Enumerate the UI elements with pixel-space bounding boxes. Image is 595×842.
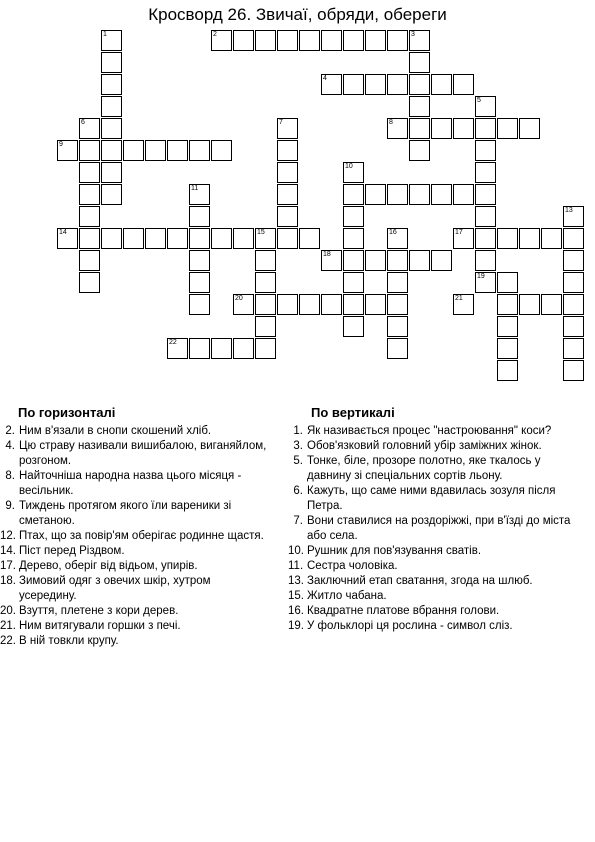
clue-item-text: Рушник для пов'язування сватів. [307, 545, 482, 557]
grid-cell[interactable] [497, 228, 518, 249]
grid-cell[interactable] [211, 228, 232, 249]
clue-item-number: 8. [5, 470, 15, 482]
grid-cell[interactable] [255, 250, 276, 271]
grid-cell[interactable] [277, 206, 298, 227]
clue-number: 1 [103, 31, 107, 38]
grid-cell[interactable] [497, 118, 518, 139]
clue-number: 22 [169, 339, 177, 346]
clue-item-number: 14. [0, 545, 16, 557]
clue-item-text: В ній товкли крупу. [19, 635, 119, 647]
clue-item-text: Квадратне платове вбрання голови. [307, 605, 500, 617]
grid-cell[interactable] [475, 96, 496, 117]
grid-cell[interactable] [101, 184, 122, 205]
grid-cell[interactable] [365, 294, 386, 315]
clue-number: 13 [565, 207, 573, 214]
clue-number: 5 [477, 97, 481, 104]
grid-cell[interactable] [343, 206, 364, 227]
clue-item-number: 4. [5, 440, 15, 452]
grid-cell[interactable] [365, 250, 386, 271]
grid-cell[interactable] [211, 140, 232, 161]
grid-cell[interactable] [79, 184, 100, 205]
grid-cell[interactable] [387, 118, 408, 139]
clue-item [0, 634, 270, 649]
grid-cell[interactable] [497, 338, 518, 359]
clue-item-text: Житло чабана. [307, 590, 387, 602]
clue-number: 19 [477, 273, 485, 280]
clue-item [288, 559, 573, 574]
grid-cell[interactable] [365, 74, 386, 95]
grid-cell[interactable] [343, 294, 364, 315]
grid-cell[interactable] [387, 272, 408, 293]
grid-cell[interactable] [343, 228, 364, 249]
clue-item-number: 9. [5, 500, 15, 512]
grid-cell[interactable] [343, 184, 364, 205]
clue-item-text: Ним витягували горшки з печі. [19, 620, 181, 632]
grid-cell[interactable] [255, 294, 276, 315]
clue-item [0, 574, 270, 604]
clue-item-number: 3. [293, 440, 303, 452]
grid-cell[interactable] [343, 250, 364, 271]
clue-item [288, 619, 573, 634]
grid-cell[interactable] [431, 118, 452, 139]
grid-cell[interactable] [79, 250, 100, 271]
grid-cell[interactable] [255, 272, 276, 293]
grid-cell[interactable] [79, 206, 100, 227]
clue-item-number: 10. [288, 545, 304, 557]
grid-cell[interactable] [255, 316, 276, 337]
grid-cell[interactable] [387, 74, 408, 95]
clue-item-text: Кажуть, що саме ними вдавилась зозуля після Петра. [307, 485, 556, 512]
grid-cell[interactable] [189, 140, 210, 161]
grid-cell[interactable] [387, 30, 408, 51]
grid-cell[interactable] [409, 52, 430, 73]
clue-item-number: 15. [288, 590, 304, 602]
grid-cell[interactable] [409, 118, 430, 139]
grid-cell[interactable] [255, 228, 276, 249]
clue-item [288, 454, 573, 484]
grid-cell[interactable] [475, 184, 496, 205]
down-clue-list [288, 424, 573, 634]
clue-item-number: 21. [0, 620, 16, 632]
grid-cell[interactable] [277, 294, 298, 315]
grid-cell[interactable] [563, 338, 584, 359]
grid-cell[interactable] [189, 338, 210, 359]
grid-cell[interactable] [233, 338, 254, 359]
grid-cell[interactable] [167, 228, 188, 249]
grid-cell[interactable] [453, 228, 474, 249]
clue-item [288, 589, 573, 604]
grid-cell[interactable] [79, 140, 100, 161]
grid-cell[interactable] [277, 118, 298, 139]
clue-item-text: Тиждень протягом якого їли вареники зі сметаною. [19, 500, 232, 527]
clue-item-text: Піст перед Різдвом. [19, 545, 125, 557]
clue-item-number: 22. [0, 635, 16, 647]
clue-item [0, 559, 270, 574]
clue-number: 14 [59, 229, 67, 236]
grid-cell[interactable] [409, 74, 430, 95]
grid-cell[interactable] [101, 140, 122, 161]
grid-cell[interactable] [475, 250, 496, 271]
grid-cell[interactable] [453, 118, 474, 139]
clue-number: 16 [389, 229, 397, 236]
grid-cell[interactable] [387, 250, 408, 271]
clue-item-number: 6. [293, 485, 303, 497]
grid-cell[interactable] [233, 30, 254, 51]
clue-item [0, 469, 270, 499]
grid-cell[interactable] [365, 30, 386, 51]
clue-item-text: Тонке, біле, прозоре полотно, яке ткалось у давнину зі спеціальних сортів льону. [307, 455, 541, 482]
clue-item-text: Сестра чоловіка. [307, 560, 398, 572]
grid-cell[interactable] [167, 140, 188, 161]
grid-cell[interactable] [343, 272, 364, 293]
grid-cell[interactable] [101, 52, 122, 73]
grid-cell[interactable] [343, 74, 364, 95]
grid-cell[interactable] [431, 184, 452, 205]
grid-cell[interactable] [475, 228, 496, 249]
grid-cell[interactable] [409, 96, 430, 117]
clue-number: 20 [235, 295, 243, 302]
grid-cell[interactable] [431, 250, 452, 271]
clue-item-number: 1. [293, 425, 303, 437]
grid-cell[interactable] [519, 294, 540, 315]
grid-cell[interactable] [563, 272, 584, 293]
grid-cell[interactable] [497, 294, 518, 315]
grid-cell[interactable] [563, 294, 584, 315]
grid-cell[interactable] [475, 206, 496, 227]
clue-number: 9 [59, 141, 63, 148]
grid-cell[interactable] [101, 74, 122, 95]
grid-cell[interactable] [343, 162, 364, 183]
clue-item-number: 11. [288, 560, 304, 572]
grid-cell[interactable] [409, 30, 430, 51]
grid-cell[interactable] [321, 74, 342, 95]
clue-number: 3 [411, 31, 415, 38]
grid-cell[interactable] [409, 140, 430, 161]
clue-item [0, 619, 270, 634]
down-heading: По вертикалі [311, 405, 395, 420]
grid-cell[interactable] [387, 316, 408, 337]
clue-item-text: Вони ставилися на роздоріжжі, при в'їзді до міста або села. [307, 515, 571, 542]
clue-item-text: Дерево, оберіг від відьом, упирів. [19, 560, 198, 572]
grid-cell[interactable] [475, 272, 496, 293]
clue-number: 21 [455, 295, 463, 302]
grid-cell[interactable] [277, 30, 298, 51]
clue-item-number: 16. [288, 605, 304, 617]
clue-item [0, 544, 270, 559]
clue-item [288, 484, 573, 514]
clue-item-number: 7. [293, 515, 303, 527]
grid-cell[interactable] [277, 140, 298, 161]
grid-cell[interactable] [343, 316, 364, 337]
clue-item-text: Цю страву називали вишибалою, виганяйлом, розгоном. [19, 440, 267, 467]
grid-cell[interactable] [277, 228, 298, 249]
grid-cell[interactable] [563, 360, 584, 381]
grid-cell[interactable] [189, 272, 210, 293]
grid-cell[interactable] [211, 338, 232, 359]
clue-item-number: 17. [0, 560, 16, 572]
clue-item [0, 439, 270, 469]
grid-cell[interactable] [563, 206, 584, 227]
grid-cell[interactable] [387, 228, 408, 249]
grid-cell[interactable] [79, 228, 100, 249]
clue-item [288, 439, 573, 454]
clue-item [288, 424, 573, 439]
grid-cell[interactable] [541, 228, 562, 249]
grid-cell[interactable] [255, 30, 276, 51]
grid-cell[interactable] [145, 228, 166, 249]
clue-item-text: Птах, що за повір'ям оберігає родинне щастя. [19, 530, 264, 542]
clue-item [288, 514, 573, 544]
grid-cell[interactable] [497, 316, 518, 337]
grid-cell[interactable] [453, 294, 474, 315]
clue-item-text: У фольклорі ця рослина - символ сліз. [307, 620, 513, 632]
across-clue-list [0, 424, 270, 649]
clue-item-number: 12. [0, 530, 16, 542]
grid-cell[interactable] [233, 228, 254, 249]
grid-cell[interactable] [321, 250, 342, 271]
clue-item [288, 574, 573, 589]
page-title: Кросворд 26. Звичаї, обряди, обереги [148, 5, 447, 24]
clue-item-number: 2. [5, 425, 15, 437]
clue-item-text: Ним в'язали в снопи скошений хліб. [19, 425, 212, 437]
grid-cell[interactable] [79, 162, 100, 183]
grid-cell[interactable] [299, 294, 320, 315]
clue-number: 10 [345, 163, 353, 170]
clue-item-text: Обов'язковий головний убір заміжних жінок. [307, 440, 542, 452]
grid-cell[interactable] [57, 228, 78, 249]
clue-item [288, 544, 573, 559]
clue-item-text: Зимовий одяг з овечих шкір, хутром усередину. [19, 575, 211, 602]
grid-cell[interactable] [167, 338, 188, 359]
clue-item-number: 5. [293, 455, 303, 467]
grid-cell[interactable] [299, 228, 320, 249]
clue-item-text: Як називається процес "настроювання" коси? [307, 425, 552, 437]
grid-cell[interactable] [541, 294, 562, 315]
grid-cell[interactable] [277, 184, 298, 205]
clue-item-text: Найточніша народна назва цього місяця - весільник. [19, 470, 242, 497]
grid-cell[interactable] [409, 250, 430, 271]
grid-cell[interactable] [79, 272, 100, 293]
grid-cell[interactable] [79, 118, 100, 139]
grid-cell[interactable] [189, 250, 210, 271]
grid-cell[interactable] [299, 30, 320, 51]
clue-number: 6 [81, 119, 85, 126]
grid-cell[interactable] [101, 118, 122, 139]
clue-number: 15 [257, 229, 265, 236]
grid-cell[interactable] [123, 228, 144, 249]
across-heading: По горизонталі [18, 405, 116, 420]
grid-cell[interactable] [387, 294, 408, 315]
crossword-grid [0, 0, 595, 400]
grid-cell[interactable] [387, 184, 408, 205]
grid-cell[interactable] [563, 316, 584, 337]
grid-cell[interactable] [211, 30, 232, 51]
grid-cell[interactable] [321, 30, 342, 51]
grid-cell[interactable] [475, 162, 496, 183]
grid-cell[interactable] [453, 74, 474, 95]
clue-item-number: 18. [0, 575, 16, 587]
clue-item [0, 529, 270, 544]
grid-cell[interactable] [321, 294, 342, 315]
grid-cell[interactable] [233, 294, 254, 315]
clue-number: 2 [213, 31, 217, 38]
clue-item-number: 20. [0, 605, 16, 617]
grid-cell[interactable] [101, 228, 122, 249]
grid-cell[interactable] [189, 206, 210, 227]
grid-cell[interactable] [101, 30, 122, 51]
grid-cell[interactable] [519, 118, 540, 139]
clue-number: 7 [279, 119, 283, 126]
clue-item [0, 604, 270, 619]
grid-cell[interactable] [387, 338, 408, 359]
grid-cell[interactable] [497, 272, 518, 293]
grid-cell[interactable] [57, 140, 78, 161]
grid-cell[interactable] [189, 294, 210, 315]
grid-cell[interactable] [431, 74, 452, 95]
grid-cell[interactable] [277, 162, 298, 183]
grid-cell[interactable] [475, 118, 496, 139]
clue-item [0, 424, 270, 439]
grid-cell[interactable] [101, 162, 122, 183]
clue-number: 18 [323, 251, 331, 258]
clue-item-number: 13. [288, 575, 304, 587]
clue-item [288, 604, 573, 619]
clue-number: 11 [191, 185, 199, 192]
grid-cell[interactable] [123, 140, 144, 161]
grid-cell[interactable] [563, 228, 584, 249]
grid-cell[interactable] [145, 140, 166, 161]
grid-cell[interactable] [189, 228, 210, 249]
grid-cell[interactable] [409, 184, 430, 205]
grid-cell[interactable] [343, 30, 364, 51]
grid-cell[interactable] [475, 140, 496, 161]
grid-cell[interactable] [101, 96, 122, 117]
clue-item [0, 499, 270, 529]
grid-cell[interactable] [563, 250, 584, 271]
grid-cell[interactable] [519, 228, 540, 249]
clue-item-text: Взуття, плетене з кори дерев. [19, 605, 179, 617]
grid-cell[interactable] [189, 184, 210, 205]
grid-cell[interactable] [453, 184, 474, 205]
clue-item-text: Заключний етап сватання, згода на шлюб. [307, 575, 533, 587]
clue-number: 8 [389, 119, 393, 126]
grid-cell[interactable] [255, 338, 276, 359]
clue-number: 17 [455, 229, 463, 236]
grid-cell[interactable] [497, 360, 518, 381]
clue-item-number: 19. [288, 620, 304, 632]
clue-number: 4 [323, 75, 327, 82]
grid-cell[interactable] [365, 184, 386, 205]
